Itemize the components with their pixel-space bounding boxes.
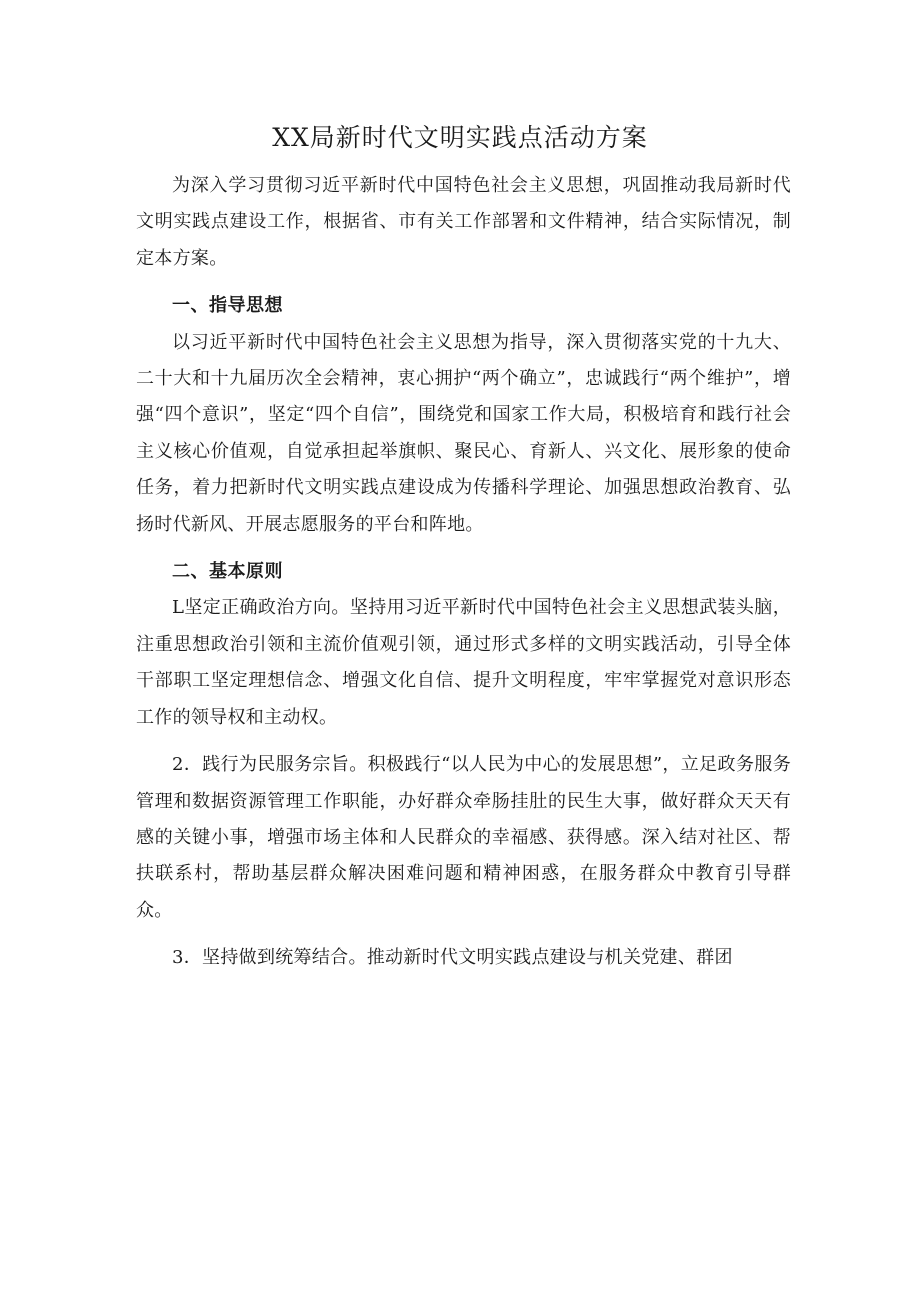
guiding-ideology-paragraph: 以习近平新时代中国特色社会主义思想为指导，深入贯彻落实党的十九大、二十大和十九届历次全会精神，衷心拥护“两个确立”，忠诚践行“两个维护”，增强“四个意识”，坚定“四个自信”，围绕党和国家工作大局，积极培育和践行社会主义核心价值观，自觉承担起举旗帜、聚民心、育新人、兴文化、展形象的使命任务，着力把新时代文明实践点建设成为传播科学理论、加强思想政治教育、弘扬时代新风、开展志愿服务的平台和阵地。 [136, 331, 791, 535]
principle-item-2: 2．践行为民服务宗旨。积极践行“以人民为中心的发展思想”，立足政务服务管理和数据资源管理工作职能，办好群众牵肠挂肚的民生大事，做好群众天天有感的关键小事，增强市场主体和人民群众的幸福感、获得感。深入结对社区、帮扶联系村，帮助基层群众解决困难问题和精神困惑，在服务群众中教育引导群众。 [136, 754, 791, 921]
section-heading-guiding-ideology: 一、指导思想 [172, 295, 283, 317]
intro-paragraph: 为深入学习贯彻习近平新时代中国特色社会主义思想，巩固推动我局新时代文明实践点建设工作，根据省、市有关工作部署和文件精神，结合实际情况，制定本方案。 [136, 175, 791, 269]
document-body [136, 168, 791, 977]
section-heading-basic-principles: 二、基本原则 [172, 561, 283, 583]
document-title: XX局新时代文明实践点活动方案 [272, 123, 648, 152]
principle-item-1: L坚定正确政治方向。坚持用习近平新时代中国特色社会主义思想武装头脑，注重思想政治引领和主流价值观引领，通过形式多样的文明实践活动，引导全体干部职工坚定理想信念、增强文化自信、提升文明程度，牢牢掌握党对意识形态工作的领导权和主动权。 [136, 597, 791, 728]
principle-item-3: 3．坚持做到统筹结合。推动新时代文明实践点建设与机关党建、群团 [172, 947, 733, 969]
